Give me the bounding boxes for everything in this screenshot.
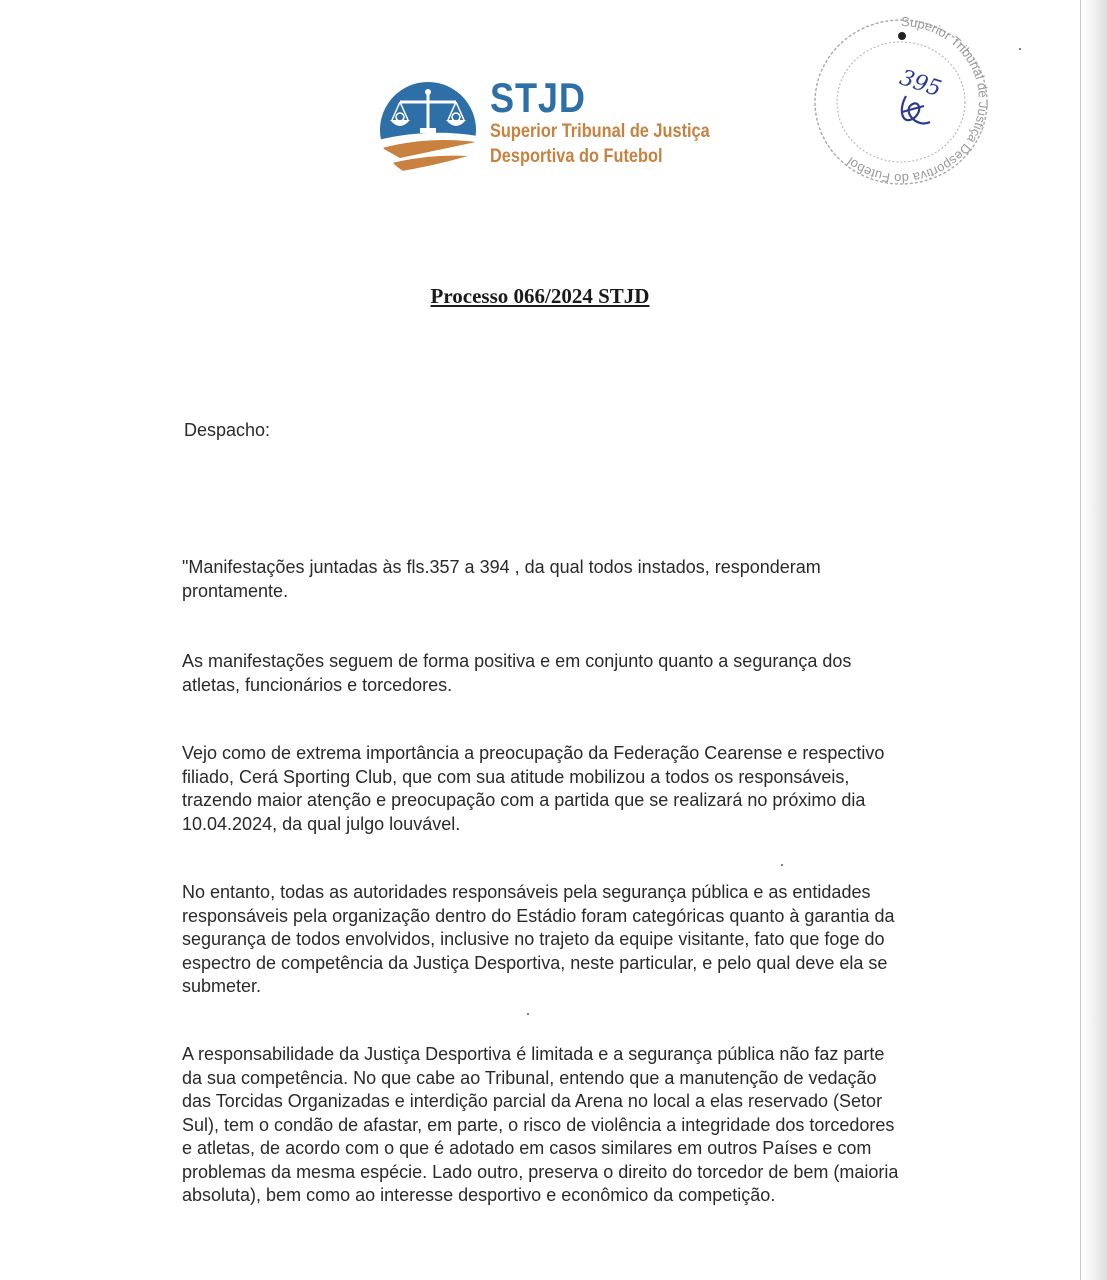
paragraph-2: As manifestações seguem de forma positiva e em conjunto quanto a segurança dos atletas, funcionários e torcedores. bbox=[182, 651, 852, 695]
logo-acronym: STJD bbox=[490, 74, 586, 121]
page-number: 395 bbox=[896, 65, 945, 103]
paragraph-3: Vejo como de extrema importância a preocupação da Federação Cearense e respectivo filiado, Cerá Sporting Club, que com sua atitude mobilizou a todos os responsáveis, trazendo maior atenção e preocupação com a partida que se realizará no próximo dia 10.04.2024, da qual julgo louvável. bbox=[182, 743, 885, 834]
logo-name-line-2: Desportiva do Futebol bbox=[490, 146, 663, 167]
scales-of-justice-icon bbox=[378, 80, 478, 180]
paragraph-4: No entanto, todas as autoridades responsáveis pela segurança pública e as entidades responsáveis pela organização dentro do Estádio foram categóricas quanto à garantia da segurança de todos envolvidos, inclusive no trajeto da equipe visitante, fato que foge do espectro de competência da Justiça Desportiva, neste particular, e pelo qual deve ela se submeter. bbox=[182, 882, 895, 996]
speck bbox=[781, 864, 783, 866]
process-title: Processo 066/2024 STJD bbox=[430, 284, 650, 308]
logo-name-line-1: Superior Tribunal de Justiça bbox=[490, 121, 710, 142]
paragraph-5: A responsabilidade da Justiça Desportiva é limitada e a segurança pública não faz parte da sua competência. No que cabe ao Tribunal, entendo que a manutenção de vedação das Torcidas Organizadas e interdição parcial da Arena no local a elas reservado (Setor Sul), tem o condão de afastar, em parte, o risco de violência a integridade dos torcedores e atletas, de acordo com o que é adotado em casos similares em outros Países e com problemas da mesma espécie. Lado outro, preserva o direito do torcedor de bem (maioria absoluta), bem como ao interesse desportivo e econômico da competição. bbox=[182, 1044, 899, 1205]
speck bbox=[1019, 48, 1021, 50]
paragraph-1: "Manifestações juntadas às fls.357 a 394 , da qual todos instados, responderam prontamente. bbox=[182, 557, 821, 601]
tribunal-stamp bbox=[806, 14, 996, 192]
page-edge bbox=[1080, 0, 1107, 1280]
signature-icon bbox=[902, 96, 930, 123]
stjd-logo bbox=[378, 74, 718, 186]
stamp-ring-text: Superior Tribunal de Justiça Desportiva do Futebol bbox=[843, 14, 991, 187]
speck bbox=[527, 1013, 529, 1015]
despacho-label: Despacho: bbox=[184, 420, 271, 440]
handwritten-page-number bbox=[897, 65, 945, 123]
